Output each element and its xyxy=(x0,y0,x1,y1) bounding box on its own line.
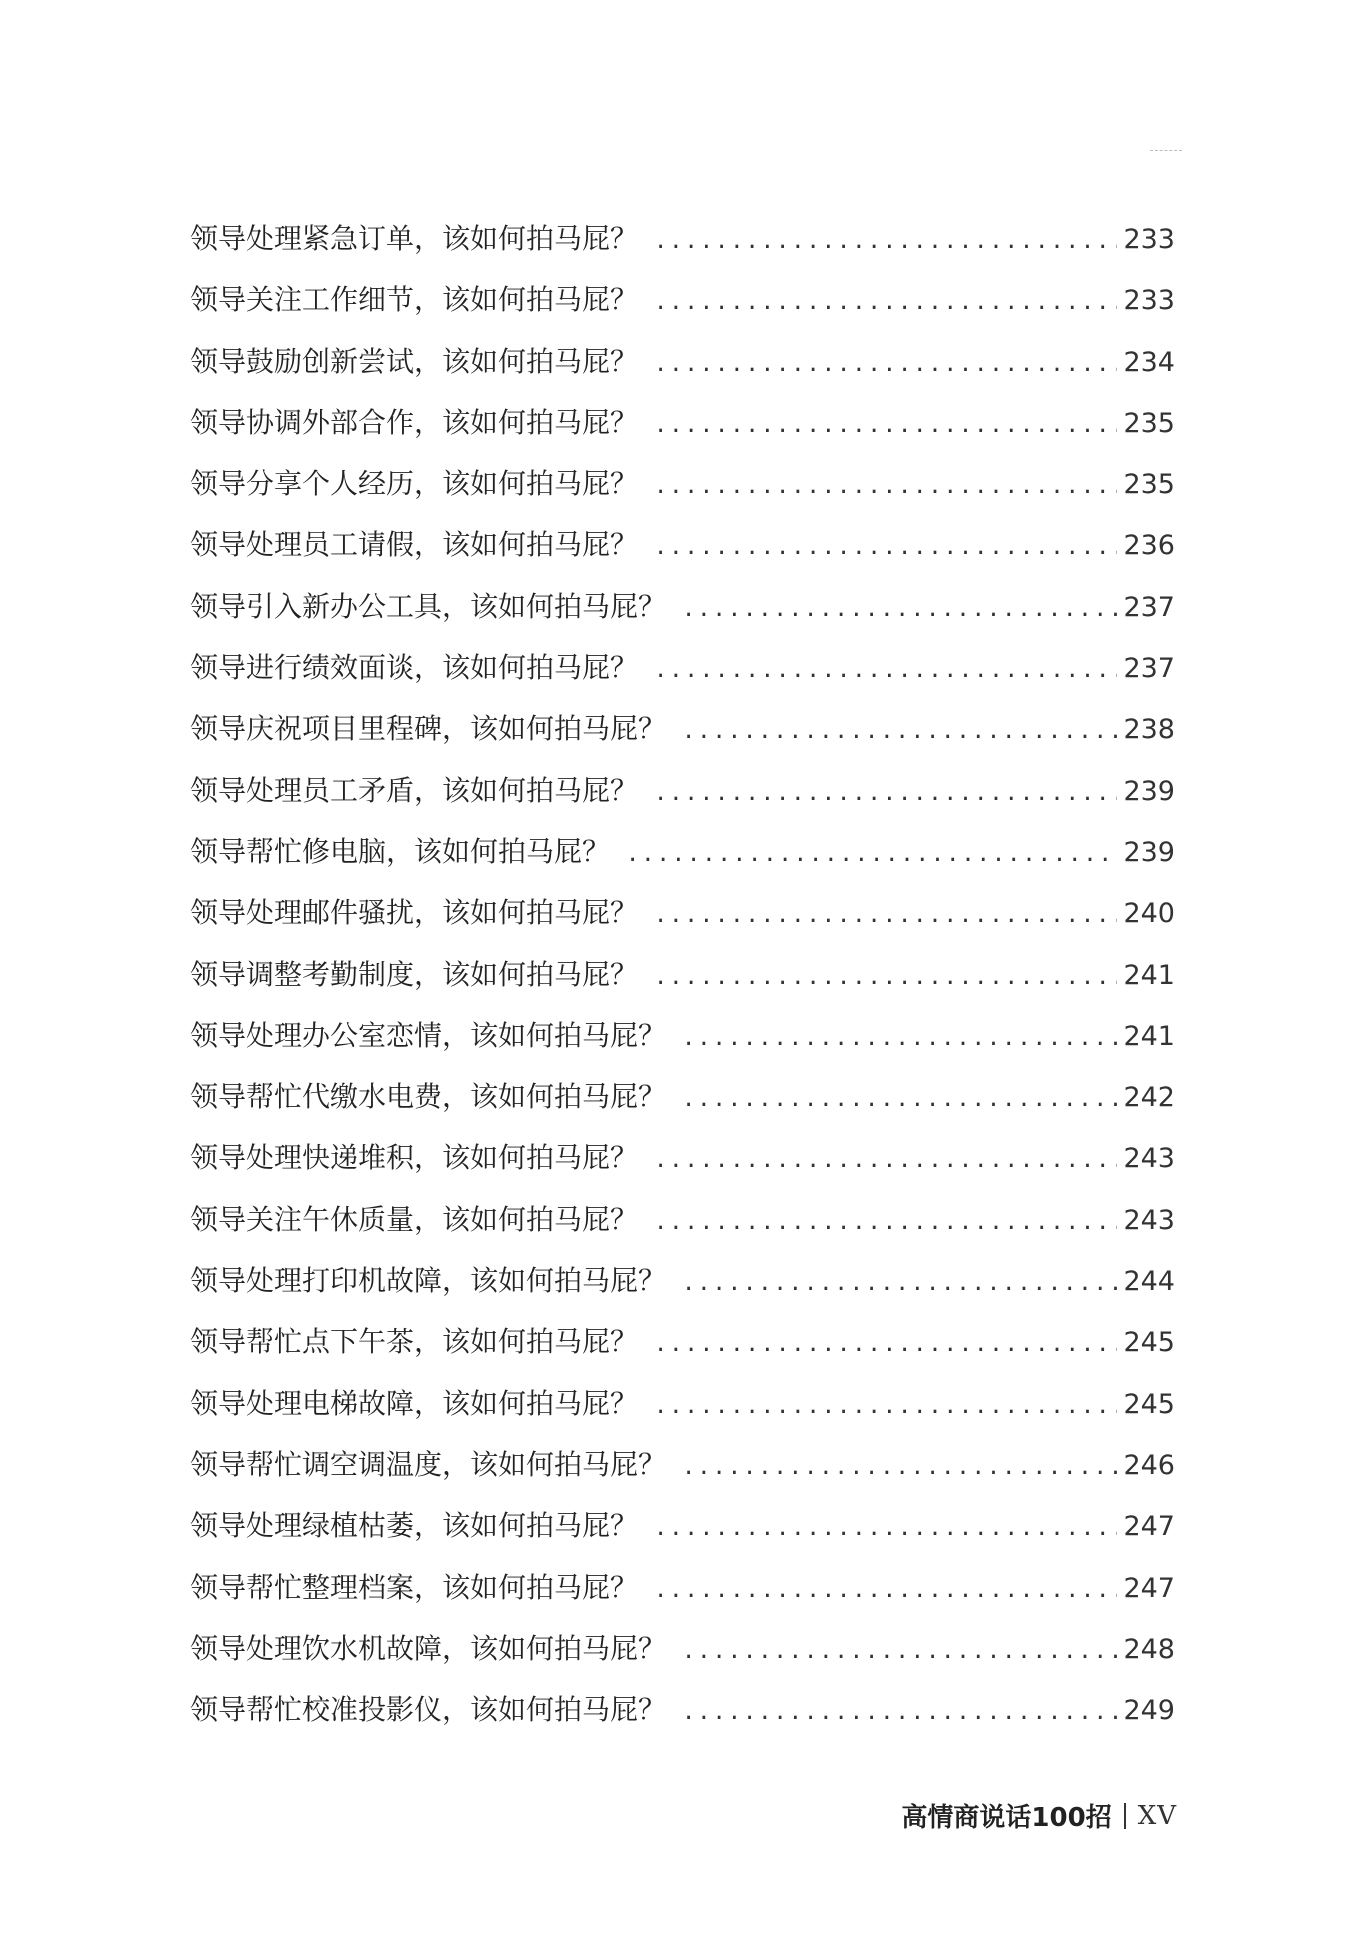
toc-dot-leader xyxy=(682,1437,1117,1498)
toc-entry-title: 领导处理员工矛盾，该如何拍马屁？ xyxy=(190,773,639,807)
toc-dot-leader xyxy=(654,1192,1117,1253)
toc-entry-page: 247 xyxy=(1123,1572,1175,1604)
toc-dot-leader xyxy=(654,947,1117,1008)
toc-entry[interactable] xyxy=(190,1250,1175,1311)
toc-entry-page: 243 xyxy=(1123,1204,1175,1236)
toc-entry-title: 领导庆祝项目里程碑，该如何拍马屁？ xyxy=(190,712,667,746)
toc-dot-leader xyxy=(654,1130,1117,1191)
corner-mark xyxy=(1150,150,1182,151)
toc-entry-page: 240 xyxy=(1123,898,1175,930)
toc-dot-leader xyxy=(654,763,1117,824)
toc-entry-page: 239 xyxy=(1123,775,1175,807)
toc-dot-leader xyxy=(682,701,1117,762)
book-title: 高情商说话100招 xyxy=(901,1803,1112,1833)
toc-entry-page: 233 xyxy=(1123,224,1175,255)
toc-entry-title: 领导帮忙校准投影仪，该如何拍马屁？ xyxy=(190,1693,667,1727)
table-of-contents xyxy=(190,208,1175,1740)
toc-entry[interactable] xyxy=(190,821,1175,882)
toc-entry[interactable] xyxy=(190,637,1175,698)
toc-entry-title: 领导帮忙点下午茶，该如何拍马屁？ xyxy=(190,1325,639,1359)
toc-entry-page: 237 xyxy=(1123,653,1175,685)
toc-dot-leader xyxy=(682,1008,1117,1069)
toc-entry[interactable] xyxy=(190,1557,1175,1618)
toc-entry-title: 领导关注工作细节，该如何拍马屁？ xyxy=(190,283,639,317)
toc-entry[interactable] xyxy=(190,208,1175,269)
toc-entry[interactable] xyxy=(190,1373,1175,1434)
toc-entry-page: 241 xyxy=(1123,959,1175,991)
toc-entry-title: 领导分享个人经历，该如何拍马屁？ xyxy=(190,467,639,501)
toc-dot-leader xyxy=(654,395,1117,456)
toc-entry-title: 领导关注午休质量，该如何拍马屁？ xyxy=(190,1202,639,1236)
toc-entry[interactable] xyxy=(190,1127,1175,1188)
toc-entry[interactable] xyxy=(190,1311,1175,1372)
toc-entry-title: 领导处理绿植枯萎，该如何拍马屁？ xyxy=(190,1509,639,1543)
toc-entry-title: 领导帮忙修电脑，该如何拍马屁？ xyxy=(190,834,611,868)
toc-dot-leader xyxy=(654,1498,1117,1559)
toc-entry[interactable] xyxy=(190,576,1175,637)
toc-entry[interactable] xyxy=(190,882,1175,943)
toc-entry[interactable] xyxy=(190,453,1175,514)
toc-entry-page: 248 xyxy=(1123,1633,1175,1665)
toc-dot-leader xyxy=(654,272,1117,333)
toc-dot-leader xyxy=(654,1560,1117,1621)
toc-dot-leader xyxy=(654,1376,1117,1437)
toc-dot-leader xyxy=(626,824,1117,885)
toc-entry-title: 领导协调外部合作，该如何拍马屁？ xyxy=(190,405,639,439)
toc-entry-title: 领导进行绩效面谈，该如何拍马屁？ xyxy=(190,651,639,685)
toc-entry-title: 领导帮忙调空调温度，该如何拍马屁？ xyxy=(190,1447,667,1481)
toc-entry[interactable] xyxy=(190,944,1175,1005)
toc-entry-page: 234 xyxy=(1123,346,1175,378)
toc-dot-leader xyxy=(654,456,1117,517)
toc-entry-title: 领导处理饮水机故障，该如何拍马屁？ xyxy=(190,1631,667,1665)
toc-entry[interactable] xyxy=(190,1495,1175,1556)
footer-separator xyxy=(1124,1803,1126,1829)
toc-dot-leader xyxy=(682,1253,1117,1314)
toc-entry[interactable] xyxy=(190,1005,1175,1066)
toc-entry[interactable] xyxy=(190,698,1175,759)
toc-entry-title: 领导引入新办公工具，该如何拍马屁？ xyxy=(190,589,667,623)
toc-entry-title: 领导处理打印机故障，该如何拍马屁？ xyxy=(190,1264,667,1298)
toc-entry-page: 239 xyxy=(1123,836,1175,868)
toc-entry-title: 领导鼓励创新尝试，该如何拍马屁？ xyxy=(190,344,639,378)
toc-entry-title: 领导处理电梯故障，该如何拍马屁？ xyxy=(190,1386,639,1420)
page-footer xyxy=(901,1797,1177,1834)
toc-dot-leader xyxy=(682,1682,1117,1743)
toc-dot-leader xyxy=(682,579,1117,640)
toc-entry-title: 领导帮忙整理档案，该如何拍马屁？ xyxy=(190,1570,639,1604)
toc-entry[interactable] xyxy=(190,331,1175,392)
toc-entry[interactable] xyxy=(190,514,1175,575)
toc-dot-leader xyxy=(682,1069,1117,1130)
toc-entry-title: 领导调整考勤制度，该如何拍马屁？ xyxy=(190,957,639,991)
toc-entry-page: 249 xyxy=(1123,1695,1175,1727)
toc-entry-page: 235 xyxy=(1123,407,1175,439)
toc-entry-page: 246 xyxy=(1123,1449,1175,1481)
toc-dot-leader xyxy=(654,211,1117,272)
toc-dot-leader xyxy=(654,1314,1117,1375)
toc-dot-leader xyxy=(654,640,1117,701)
toc-entry-page: 238 xyxy=(1123,714,1175,746)
toc-entry-page: 245 xyxy=(1123,1327,1175,1359)
toc-entry-page: 243 xyxy=(1123,1143,1175,1175)
toc-entry-page: 233 xyxy=(1123,285,1175,317)
toc-dot-leader xyxy=(654,517,1117,578)
toc-entry-title: 领导处理紧急订单，该如何拍马屁？ xyxy=(190,222,639,255)
toc-dot-leader xyxy=(654,334,1117,395)
toc-entry[interactable] xyxy=(190,269,1175,330)
toc-entry-page: 241 xyxy=(1123,1020,1175,1052)
toc-entry-page: 235 xyxy=(1123,469,1175,501)
toc-entry-page: 244 xyxy=(1123,1266,1175,1298)
toc-entry-title: 领导处理员工请假，该如何拍马屁？ xyxy=(190,528,639,562)
toc-dot-leader xyxy=(682,1621,1117,1682)
toc-entry[interactable] xyxy=(190,1066,1175,1127)
toc-entry[interactable] xyxy=(190,1434,1175,1495)
toc-entry-page: 237 xyxy=(1123,591,1175,623)
toc-entry-title: 领导帮忙代缴水电费，该如何拍马屁？ xyxy=(190,1080,667,1114)
toc-entry-page: 236 xyxy=(1123,530,1175,562)
toc-entry[interactable] xyxy=(190,1679,1175,1740)
toc-dot-leader xyxy=(654,885,1117,946)
toc-entry[interactable] xyxy=(190,1189,1175,1250)
toc-entry[interactable] xyxy=(190,392,1175,453)
toc-entry-title: 领导处理办公室恋情，该如何拍马屁？ xyxy=(190,1018,667,1052)
page-number: XV xyxy=(1137,1800,1177,1831)
toc-entry-title: 领导处理邮件骚扰，该如何拍马屁？ xyxy=(190,896,639,930)
toc-entry-page: 245 xyxy=(1123,1388,1175,1420)
toc-entry-page: 247 xyxy=(1123,1511,1175,1543)
toc-entry[interactable] xyxy=(190,1618,1175,1679)
toc-entry-title: 领导处理快递堆积，该如何拍马屁？ xyxy=(190,1141,639,1175)
toc-entry[interactable] xyxy=(190,760,1175,821)
toc-entry-page: 242 xyxy=(1123,1082,1175,1114)
